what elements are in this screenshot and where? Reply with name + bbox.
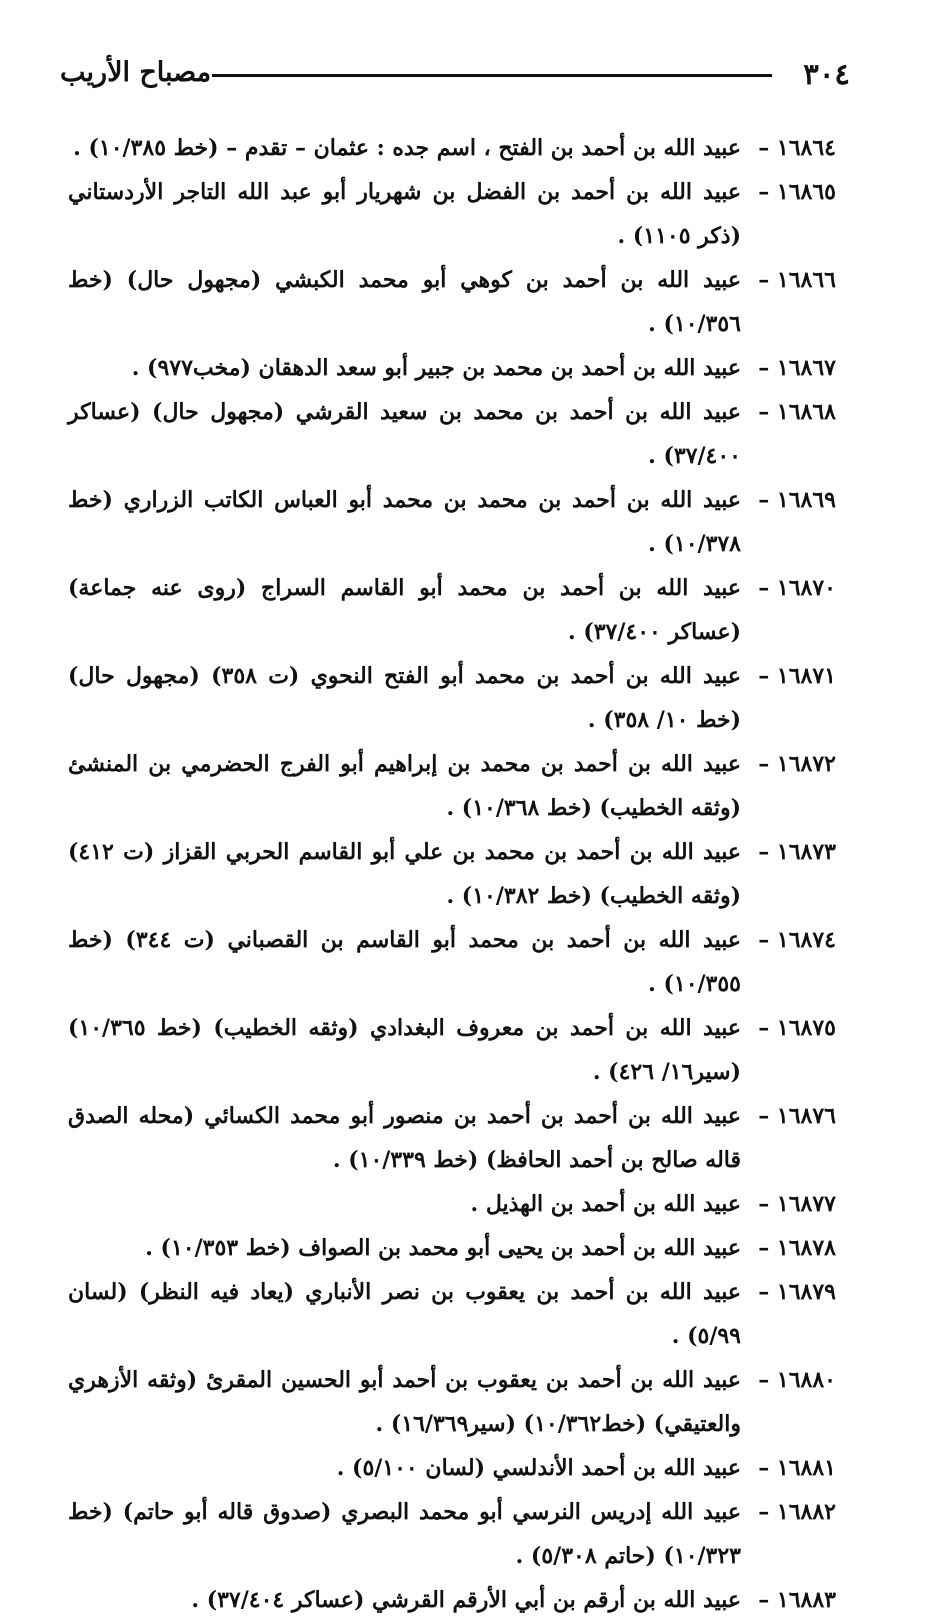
entry-text: عبيد الله بن أحمد الأندلسي (لسان ٥/١٠٠) . [336,1455,741,1481]
entry-number: ١٦٨٦٧ – [758,355,836,381]
entry-number: ١٦٨٧٣ – [758,839,836,865]
entry-number: ١٦٨٧٩ – [758,1279,836,1305]
entry-number: ١٦٨٨٣ – [758,1587,836,1613]
entry [68,1578,836,1622]
entry [68,346,836,390]
entry-number: ١٦٨٦٦ – [758,267,836,293]
book-title: مصباح الأريب [60,57,212,88]
entry-number: ١٦٨٦٥ – [758,179,836,205]
entry [68,1226,836,1270]
entry [68,1094,836,1182]
page-number: ٣٠٤ [803,57,850,91]
entry [68,390,836,478]
entry-text: عبيد الله بن أحمد بن محمد أبو القاسم السراج (روى عنه جماعة) (عساكر ٣٧/٤٠٠) . [68,575,741,645]
entry [68,566,836,654]
entry-number: ١٦٨٧١ – [758,663,836,689]
entry-text: عبيد الله بن أحمد بن محمد بن محمد أبو العباس الكاتب الزراري (خط ١٠/٣٧٨) . [68,487,741,557]
entry-text: عبيد الله إدريس النرسي أبو محمد البصري (صدوق قاله أبو حاتم) (خط ١٠/٣٢٣) (حاتم ٥/٣٠٨) . [68,1499,741,1569]
entry-number: ١٦٨٧٤ – [758,927,836,953]
entry-number: ١٦٨٧٦ – [758,1103,836,1129]
entry-text: عبيد الله بن أحمد بن كوهي أبو محمد الكبشي (مجهول حال) (خط ١٠/٣٥٦) . [68,267,742,337]
entry [68,1006,836,1094]
entry-number: ١٦٨٧٥ – [758,1015,836,1041]
entry-text: عبيد الله بن أحمد بن محمد بن سعيد القرشي (مجهول حال) (عساكر ٣٧/٤٠٠) . [68,399,741,469]
entry [68,170,836,258]
page-header [60,55,850,99]
entry-text: عبيد الله بن أحمد بن الفتح ، اسم جده : عثمان – تقدم – (خط ١٠/٣٨٥) . [73,135,741,161]
entry-text: عبيد الله بن أحمد بن محمد أبو الفتح النحوي (ت ٣٥٨) (مجهول حال) (خط ١٠/ ٣٥٨) . [68,663,742,733]
entry-text: عبيد الله بن أحمد بن محمد أبو القاسم بن القصباني (ت ٣٤٤) (خط ١٠/٣٥٥) . [68,927,741,997]
entry [68,830,836,918]
entry-number: ١٦٨٧٢ – [758,751,836,777]
entry-text: عبيد الله بن أحمد بن محمد بن جبير أبو سعد الدهقان (مخب٩٧٧) . [131,355,741,381]
entry-text: عبيد الله بن أحمد بن محمد بن إبراهيم أبو الفرج الحضرمي بن المنشئ (وثقه الخطيب) (خط ١٠/٣٦٨) . [68,751,741,821]
entry-text: عبيد الله بن أحمد بن أحمد بن منصور أبو محمد الكسائي (محله الصدق قاله صالح بن أحمد الحافظ) (خط ١٠/٣٣٩) . [68,1103,741,1173]
entry [68,1358,836,1446]
entry [68,1182,836,1226]
entry-text: عبيد الله بن أحمد بن محمد بن علي أبو القاسم الحربي القزاز (ت ٤١٢) (وثقه الخطيب) (خط ١٠/٣٨٢) . [68,839,741,909]
entry [68,1270,836,1358]
entry-text: عبيد الله بن أحمد بن معروف البغدادي (وثقه الخطيب) (خط ١٠/٣٦٥) (سير١٦/ ٤٢٦) . [68,1015,741,1085]
entry [68,654,836,742]
entry-number: ١٦٨٨٢ – [758,1499,836,1525]
entry-text: عبيد الله بن أحمد بن يحيى أبو محمد بن الصواف (خط ١٠/٣٥٣) . [145,1235,741,1261]
entry-number: ١٦٨٧٨ – [758,1235,836,1261]
entry-text: عبيد الله بن أحمد بن يعقوب بن نصر الأنباري (يعاد فيه النظر) (لسان ٥/٩٩) . [68,1279,741,1349]
entry-number: ١٦٨٦٨ – [758,399,836,425]
entry [68,1446,836,1490]
entry-text: عبيد الله بن أحمد بن الهذيل . [470,1191,741,1217]
entry-number: ١٦٨٧٠ – [758,575,836,601]
entry-text: عبيد الله بن أرقم بن أبي الأرقم القرشي (عساكر ٣٧/٤٠٤) . [191,1587,741,1613]
header-rule [212,74,772,77]
entry [68,258,836,346]
entry-text: عبيد الله بن أحمد بن الفضل بن شهريار أبو عبد الله التاجر الأردستاني (ذكر ١١٠٥) . [68,179,741,249]
entry [68,918,836,1006]
entry-list [68,126,836,1622]
entry-text: عبيد الله بن أحمد بن يعقوب بن أحمد أبو الحسين المقرئ (وثقه الأزهري والعتيقي) (خط١٠/٣٦٢) (سير١٦/٣٦٩) . [68,1367,741,1437]
entry-number: ١٦٨٦٩ – [758,487,836,513]
entry-number: ١٦٨٦٤ – [758,135,836,161]
entry [68,1490,836,1578]
entry-number: ١٦٨٨٠ – [758,1367,836,1393]
entry-number: ١٦٨٧٧ – [758,1191,836,1217]
entry [68,126,836,170]
entry [68,742,836,830]
entry-number: ١٦٨٨١ – [758,1455,836,1481]
entry [68,478,836,566]
